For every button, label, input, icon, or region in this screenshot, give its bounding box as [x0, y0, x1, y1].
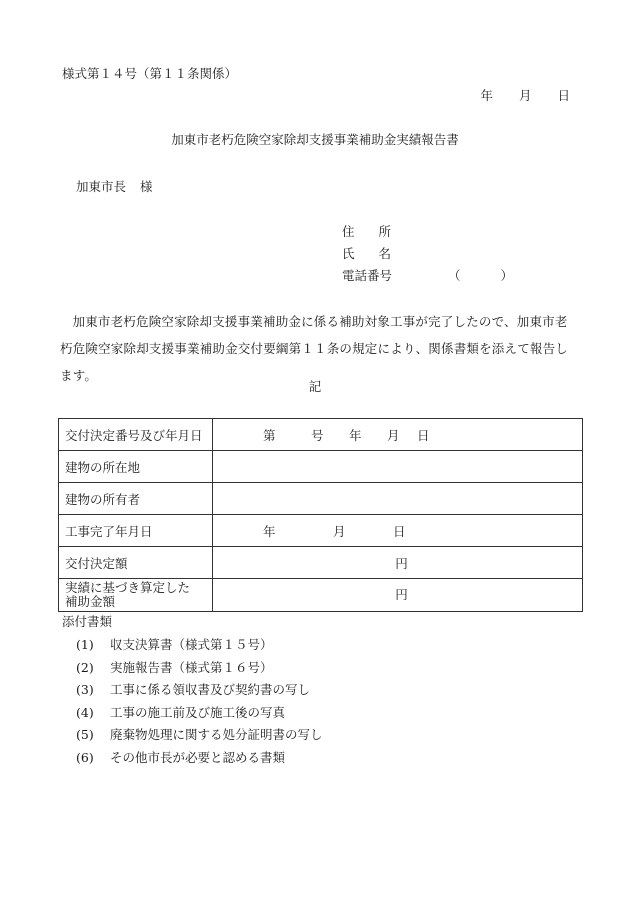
report-body-text: 加東市老朽危険空家除却支援事業補助金に係る補助対象工事が完了したので、加東市老朽危険空家除却支援事業補助金交付要綱第１１条の規定により、関係書類を添えて報告します。 [60, 314, 569, 383]
decision-year: 年 [349, 427, 362, 443]
applicant-phone-row [342, 266, 513, 284]
item-number: (3) [76, 682, 94, 697]
table-row [59, 451, 583, 483]
owner-label: 建物の所有者 [59, 483, 213, 515]
name-label: 氏名 [342, 246, 416, 261]
phone-label: 電話番号 [342, 268, 393, 283]
ki-heading: 記 [308, 379, 322, 394]
addressee [76, 177, 153, 195]
phone-open-paren: （ [448, 268, 461, 283]
item-number: (6) [76, 749, 94, 765]
item-text: 廃棄物処理に関する処分証明書の写し [110, 727, 323, 742]
list-item [62, 659, 323, 682]
decision-value [213, 419, 583, 451]
actual-amount-unit: 円 [395, 587, 408, 602]
item-text: その他市長が必要と認める書類 [110, 749, 286, 765]
completion-day: 日 [393, 523, 406, 539]
actual-amount-label [59, 579, 213, 612]
addressee-honorific: 様 [140, 179, 153, 194]
applicant-address-row [342, 222, 416, 240]
actual-amount-label-line1: 実績に基づき算定した [65, 580, 191, 595]
table-row [59, 483, 583, 515]
item-text: 工事の施工前及び施工後の写真 [110, 704, 286, 720]
attachments-heading: 添付書類 [62, 614, 113, 629]
report-detail-table [58, 418, 583, 612]
item-text: 収支決算書（様式第１５号） [110, 637, 273, 652]
address-label: 住所 [342, 224, 416, 239]
item-number: (4) [76, 704, 94, 720]
decision-go: 号 [311, 427, 324, 443]
decision-day: 日 [417, 427, 430, 443]
item-text: 工事に係る領収書及び契約書の写し [110, 682, 311, 697]
grant-amount-label: 交付決定額 [59, 547, 213, 579]
grant-amount-unit: 円 [395, 555, 408, 571]
list-item [62, 681, 323, 704]
addressee-name: 加東市長 [76, 179, 127, 194]
decision-month: 月 [387, 427, 400, 443]
actual-amount-value [213, 579, 583, 612]
date-year: 年 [480, 88, 493, 103]
owner-value [213, 483, 583, 515]
list-item [62, 636, 323, 659]
completion-month: 月 [333, 523, 346, 539]
actual-amount-label-line2: 補助金額 [65, 594, 116, 609]
table-row [59, 579, 583, 612]
item-number: (1) [76, 637, 94, 652]
form-number: 様式第１４号（第１１条関係） [62, 66, 238, 81]
item-number: (2) [76, 659, 94, 675]
table-row [59, 515, 583, 547]
date-month: 月 [518, 88, 532, 103]
item-text: 実施報告書（様式第１６号） [110, 659, 273, 675]
document-title: 加東市老朽危険空家除却支援事業補助金実績報告書 [171, 132, 459, 147]
decision-label: 交付決定番号及び年月日 [59, 419, 213, 451]
decision-dai: 第 [263, 427, 276, 443]
completion-year: 年 [263, 523, 276, 539]
list-item [62, 749, 323, 772]
list-item [62, 726, 323, 749]
date-day: 日 [557, 88, 570, 103]
completion-label: 工事完了年月日 [59, 515, 213, 547]
location-value [213, 451, 583, 483]
phone-close-paren: ） [500, 268, 514, 283]
table-row [59, 419, 583, 451]
applicant-name-row [342, 244, 416, 262]
completion-value [213, 515, 583, 547]
attachments-list [62, 636, 323, 771]
item-number: (5) [76, 727, 94, 742]
grant-amount-value [213, 547, 583, 579]
list-item [62, 704, 323, 727]
location-label: 建物の所在地 [59, 451, 213, 483]
table-row [59, 547, 583, 579]
date-line [480, 86, 570, 104]
